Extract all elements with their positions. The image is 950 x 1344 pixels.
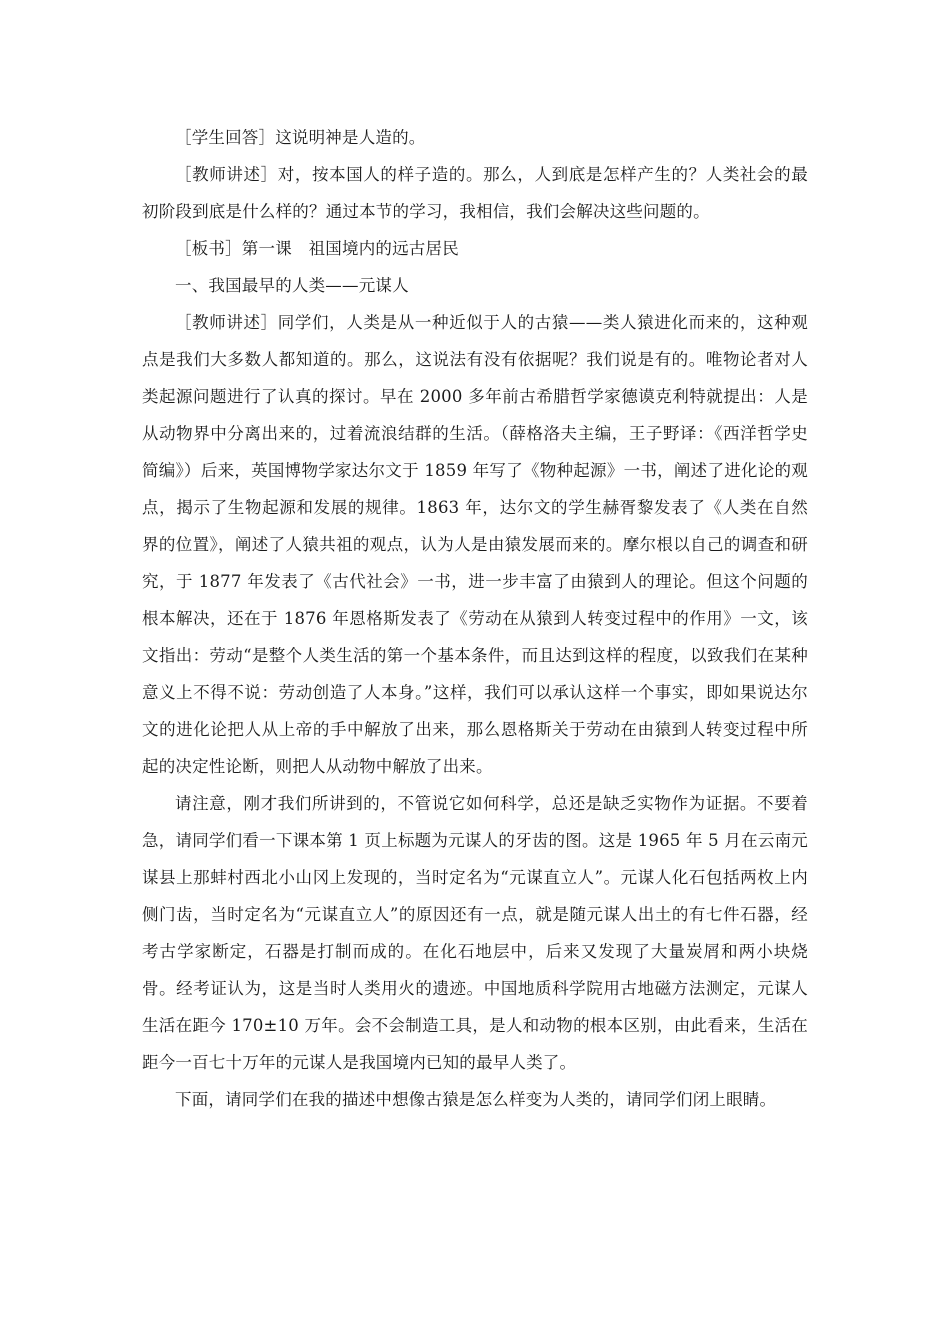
yuanmou-man-paragraph: 请注意，刚才我们所讲到的，不管说它如何科学，总还是缺乏实物作为证据。不要着急，请同学们看一下课本第 1 页上标题为元谋人的牙齿的图。这是 1965 年 5 月在云南元谋县上那蚌村西北小山冈上发现的，当时定名为“元谋直立人”。元谋人化石包括两枚上内侧门齿，当时定名为“元谋直立人”的原因还有一点，就是随元谋人出土的有七件石器，经考古学家断定，石器是打制而成的。在化石地层中，后来又发现了大量炭屑和两小块烧骨。经考证认为，这是当时人类用火的遗迹。中国地质科学院用古地磁方法测定，元谋人生活在距今 170±10 万年。会不会制造工具，是人和动物的根本区别，由此看来，生活在距今一百七十万年的元谋人是我国境内已知的最早人类了。: [142, 794, 808, 1072]
closing-paragraph: 下面，请同学们在我的描述中想像古猿是怎么样变为人类的，请同学们闭上眼睛。: [175, 1090, 777, 1109]
teacher-narration-evolution-paragraph: ［教师讲述］同学们，人类是从一种近似于人的古猿——类人猿进化而来的，这种观点是我们大多数人都知道的。那么，这说法有没有依据呢？我们说是有的。唯物论者对人类起源问题进行了认真的探讨。早在 2000 多年前古希腊哲学家德谟克利特就提出：人是从动物界中分离出来的，过着流浪结群的生活。（薛格洛夫主编，王子野译：《西洋哲学史简编》）后来，英国博物学家达尔文于 1859 年写了《物种起源》一书，阐述了进化论的观点，揭示了生物起源和发展的规律。1863 年，达尔文的学生赫胥黎发表了《人类在自然界的位置》，阐述了人猿共祖的观点，认为人是由猿发展而来的。摩尔根以自己的调查和研究，于 1877 年发表了《古代社会》一书，进一步丰富了由猿到人的理论。但这个问题的根本解决，还在于 1876 年恩格斯发表了《劳动在从猿到人转变过程中的作用》一文，该文指出：劳动“是整个人类生活的第一个基本条件，而且达到这样的程度，以致我们在某种意义上不得不说：劳动创造了人本身。”这样，我们可以承认这样一个事实，即如果说达尔文的进化论把人从上帝的手中解放了出来，那么恩格斯关于劳动在由猿到人转变过程中所起的决定性论断，则把人从动物中解放了出来。: [142, 313, 808, 776]
student-answer-paragraph: ［学生回答］这说明神是人造的。: [175, 128, 426, 147]
teacher-narration-paragraph: ［教师讲述］对，按本国人的样子造的。那么，人到底是怎样产生的？人类社会的最初阶段到底是什么样的？通过本节的学习，我相信，我们会解决这些问题的。: [142, 165, 808, 221]
document-body: [142, 119, 808, 1118]
blackboard-heading: ［板书］第一课 祖国境内的远古居民: [175, 239, 459, 258]
section-heading: 一、我国最早的人类——元谋人: [175, 276, 409, 295]
